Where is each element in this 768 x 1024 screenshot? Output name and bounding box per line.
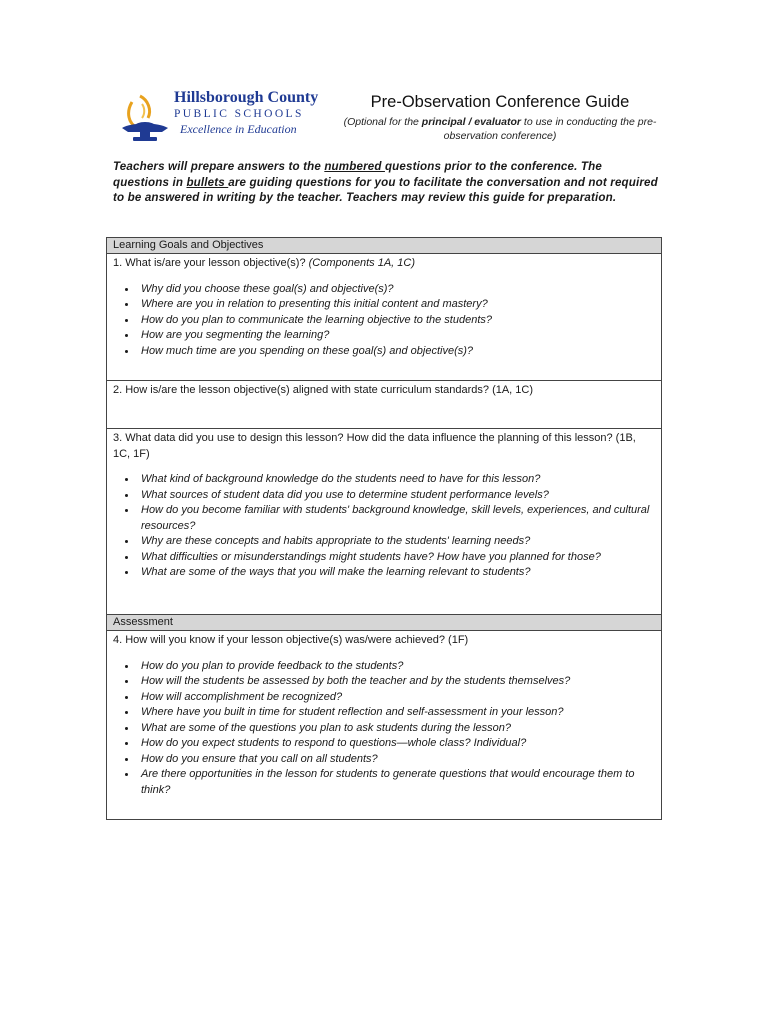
- list-item: • What kind of background knowledge do the students need to have for this lesson?: [137, 472, 655, 488]
- question-4-bullets: [113, 659, 655, 799]
- page-title: Pre-Observation Conference Guide: [370, 93, 630, 111]
- question-4: 4. How will you know if your lesson objective(s) was/were achieved? (1F): [113, 634, 469, 646]
- subtitle-pre: (Optional for the: [343, 116, 422, 128]
- list-item: • Why are these concepts and habits appropriate to the students' learning needs?: [137, 534, 655, 550]
- question-3-bullets: [113, 472, 655, 581]
- list-item: • How do you ensure that you call on all students?: [137, 752, 655, 768]
- list-item: • What are some of the questions you plan to ask students during the lesson?: [137, 721, 655, 737]
- logo-public-schools: PUBLIC SCHOOLS: [174, 108, 304, 120]
- list-item: • How do you plan to provide feedback to the students?: [137, 659, 655, 675]
- lamp-of-learning-icon: [118, 92, 174, 144]
- list-item: • How do you become familiar with students' background knowledge, skill levels, experiences, and cultural resources?: [137, 503, 655, 534]
- intro-text-2: questions prior to the conference. The questions in: [113, 160, 602, 189]
- subtitle-evaluator: principal / evaluator: [421, 116, 521, 128]
- question-1-text: 1. What is/are your lesson objective(s)?: [113, 257, 309, 269]
- list-item: • How do you expect students to respond to questions—whole class? Individual?: [137, 736, 655, 752]
- list-item: • Where have you built in time for student reflection and self-assessment in your lesson?: [137, 705, 655, 721]
- question-1: [113, 256, 655, 272]
- list-item: • How do you plan to communicate the learning objective to the students?: [137, 313, 655, 329]
- section-header-goals: Learning Goals and Objectives: [107, 238, 661, 254]
- question-4-cell: [107, 631, 661, 819]
- list-item: • What are some of the ways that you will make the learning relevant to students?: [137, 565, 655, 581]
- intro-bullets: bullets: [186, 175, 229, 189]
- intro-numbered: numbered: [324, 160, 385, 173]
- page-subtitle: [334, 115, 666, 143]
- list-item: • Why did you choose these goal(s) and objective(s)?: [137, 282, 655, 298]
- question-3-cell: [107, 429, 661, 615]
- list-item: • What sources of student data did you use to determine student performance levels?: [137, 488, 655, 504]
- intro-paragraph: [113, 159, 658, 206]
- intro-text-3: are guiding questions for you to facilitate the conversation and not required to be answered in writing by the teacher. Teachers may review this guide for preparation.: [113, 175, 658, 204]
- list-item: • Are there opportunities in the lesson for students to generate questions that would encourage them to think?: [137, 767, 655, 798]
- list-item: • Where are you in relation to presenting this initial content and mastery?: [137, 297, 655, 313]
- question-1-components: (Components 1A, 1C): [308, 257, 416, 269]
- list-item: • How are you segmenting the learning?: [137, 328, 655, 344]
- title-block: [334, 93, 666, 143]
- subtitle-post: to use in conducting the pre-observation conference): [443, 116, 657, 142]
- list-item: • How will the students be assessed by both the teacher and by the students themselves?: [137, 674, 655, 690]
- question-2-cell: [107, 381, 661, 429]
- conference-guide-table: [106, 237, 662, 820]
- question-3: 3. What data did you use to design this lesson? How did the data influence the planning of this lesson? (1B, 1C, 1F): [113, 432, 636, 460]
- question-1-bullets: [113, 282, 655, 360]
- list-item: • What difficulties or misunderstandings might students have? How have you planned for those?: [137, 550, 655, 566]
- section-header-assessment: Assessment: [107, 615, 661, 631]
- list-item: • How will accomplishment be recognized?: [137, 690, 655, 706]
- logo-tagline: Excellence in Education: [180, 122, 297, 136]
- list-item: • How much time are you spending on these goal(s) and objective(s)?: [137, 344, 655, 360]
- question-1-cell: [107, 254, 661, 381]
- logo-district-name: Hillsborough County: [174, 89, 319, 106]
- district-logo: [118, 88, 328, 146]
- intro-text-1: Teachers will prepare answers to the: [113, 160, 325, 173]
- question-2: 2. How is/are the lesson objective(s) aligned with state curriculum standards? (1A, 1C): [113, 384, 534, 396]
